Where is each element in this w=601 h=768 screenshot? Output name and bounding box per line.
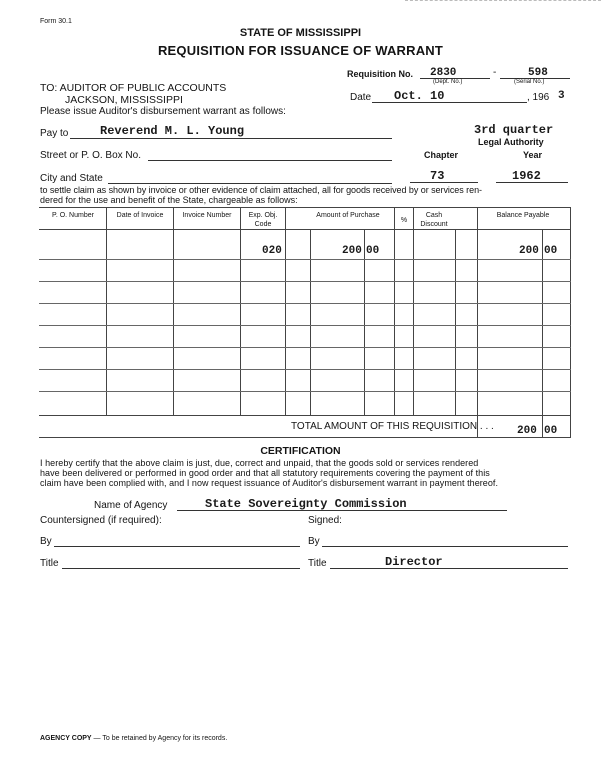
countersigned-title-label: Title: [40, 558, 59, 569]
addressee-line2: JACKSON, MISSISSIPPI: [65, 94, 183, 106]
table-body-bottom: [39, 415, 571, 416]
state-heading: STATE OF MISSISSIPPI: [239, 27, 362, 39]
header-invoice-number: Invoice Number: [182, 212, 232, 219]
header-amount-of-purchase: Amount of Purchase: [316, 212, 380, 219]
header-po-number: P. O. Number: [52, 212, 94, 219]
retained-note: — To be retained by Agency for its records.: [91, 735, 228, 742]
table-row-divider: [39, 391, 571, 392]
table-row-divider: [39, 259, 571, 260]
countersigned-by-label: By: [40, 536, 52, 547]
agency-copy-label: AGENCY COPY: [40, 735, 92, 742]
signed-title-label: Title: [308, 558, 327, 569]
balance-cents-value[interactable]: 00: [544, 245, 558, 257]
chapter-line: [410, 182, 478, 183]
footer-note: [40, 735, 227, 742]
requisition-label: Requisition No.: [347, 69, 413, 79]
date-label: Date: [350, 92, 372, 103]
city-line: [108, 183, 392, 184]
signed-label: Signed:: [308, 515, 342, 526]
column-divider: [455, 229, 456, 415]
column-divider: [285, 207, 286, 415]
certification-line2: have been delivered or performed in good order and that all statutory requirements covering the payment of this: [40, 468, 490, 478]
agency-line: [177, 510, 507, 511]
form-number: Form 30.1: [40, 18, 72, 25]
header-balance-payable: Balance Payable: [496, 212, 550, 219]
chapter-label: Chapter: [424, 150, 459, 160]
year-label: Year: [523, 150, 543, 160]
chapter-value[interactable]: 73: [430, 169, 445, 183]
column-divider: [106, 207, 107, 415]
column-divider: [173, 207, 174, 415]
date-line: [372, 102, 527, 103]
signed-by-label: By: [308, 536, 320, 547]
table-row-divider: [39, 303, 571, 304]
header-cash-discount: Cash Discount: [420, 212, 448, 228]
settle-text-line1: to settle claim as shown by invoice or other evidence of claim attached, all for goods received by or services ren-: [40, 185, 482, 195]
agency-label: Name of Agency: [94, 500, 168, 511]
exp-code-value[interactable]: 020: [262, 245, 282, 257]
column-divider: [310, 229, 311, 415]
instruction-text: Please issue Auditor's disbursement warrant as follows:: [40, 106, 286, 117]
amount-value[interactable]: 200: [342, 245, 362, 257]
countersigned-title-line[interactable]: [62, 568, 300, 569]
column-divider: [394, 207, 395, 415]
dept-number-value[interactable]: 2830: [430, 67, 457, 79]
dept-number-caption: (Dept. No.): [433, 79, 463, 85]
date-value[interactable]: Oct. 10: [394, 89, 445, 103]
pay-to-value[interactable]: Reverend M. L. Young: [100, 124, 245, 138]
year-prefix: , 196: [527, 92, 550, 103]
column-divider: [413, 207, 414, 415]
table-row-divider: [39, 281, 571, 282]
city-label: City and State: [40, 173, 103, 184]
signed-by-line[interactable]: [322, 546, 568, 547]
street-line: [148, 160, 392, 161]
serial-number-value[interactable]: 598: [528, 67, 548, 79]
year-suffix[interactable]: 3: [558, 90, 565, 102]
table-top-border: [39, 207, 571, 208]
header-exp-obj-code: Exp. Obj. Code: [248, 212, 278, 228]
settle-text-line2: dered for the use and benefit of the State, chargeable as follows:: [40, 195, 298, 205]
certification-line3: claim have been complied with, and I now request issuance of Auditor's disbursement warrant in payment thereof.: [40, 478, 499, 488]
quarter-value[interactable]: 3rd quarter: [474, 123, 554, 137]
table-row-divider: [39, 369, 571, 370]
countersigned-by-line[interactable]: [54, 546, 300, 547]
form-title: REQUISITION FOR ISSUANCE OF WARRANT: [157, 43, 444, 58]
certification-heading: CERTIFICATION: [260, 445, 341, 457]
column-divider: [240, 207, 241, 415]
requisition-dash: -: [493, 67, 497, 78]
table-row-divider: [39, 347, 571, 348]
legal-authority-label: Legal Authority: [478, 137, 544, 147]
total-value[interactable]: 200: [517, 425, 537, 437]
column-divider: [542, 229, 543, 437]
signed-title-value[interactable]: Director: [385, 555, 443, 569]
signed-title-line: [330, 568, 568, 569]
serial-number-caption: (Serial No.): [514, 79, 545, 85]
certification-line1: I hereby certify that the above claim is just, due, correct and unpaid, that the goods sold or services rendered: [40, 458, 479, 468]
pay-to-line: [70, 138, 392, 139]
countersigned-label: Countersigned (if required):: [40, 515, 162, 526]
column-divider: [570, 207, 571, 437]
street-label: Street or P. O. Box No.: [40, 150, 141, 161]
amount-cents-value[interactable]: 00: [366, 245, 380, 257]
column-divider: [364, 229, 365, 415]
table-total-bottom: [39, 437, 571, 438]
addressee-line1: TO: AUDITOR OF PUBLIC ACCOUNTS: [40, 82, 227, 94]
year-line: [496, 182, 568, 183]
table-header-border: [39, 229, 571, 230]
perforation-edge: [405, 0, 601, 1]
total-label: TOTAL AMOUNT OF THIS REQUISITION . . .: [291, 421, 494, 432]
balance-value[interactable]: 200: [519, 245, 539, 257]
column-divider: [477, 207, 478, 437]
header-percent: %: [400, 217, 408, 224]
agency-value[interactable]: State Sovereignty Commission: [205, 497, 407, 511]
year-value[interactable]: 1962: [512, 169, 541, 183]
table-row-divider: [39, 325, 571, 326]
header-date-of-invoice: Date of Invoice: [116, 212, 164, 219]
total-cents-value[interactable]: 00: [544, 425, 558, 437]
pay-to-label: Pay to: [40, 128, 69, 139]
